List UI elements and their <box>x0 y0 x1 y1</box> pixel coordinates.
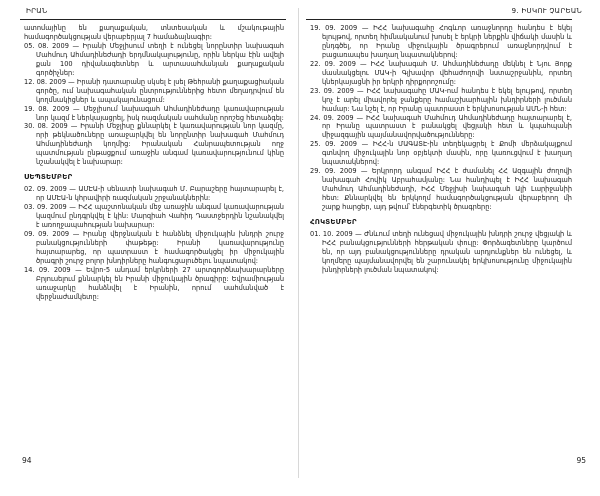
page-body <box>24 24 284 460</box>
running-header: 9. ԻՍԿՈՒ ՉԱՐԵԱՆ <box>511 7 582 15</box>
chronology-entry: 29. 09. 2009 — Երկրորդ անգամ ԻՀՀ է ժամանել ՀՀ Ազգային ժողովի նախագահ Հովիկ Աբրահամյանը: Նա հանդիպել է ԻՀՀ նախագահ Մահմուդ Ահմադինեժադի, ԻՀՀ Մեջլիսի նախագահ Ալի Լարիջանիի հետ: Քննարկվել են երկկողմ համագործակցության վերաբերող մի շարք հարցեր, այդ թվում՝ էներգետիկ ծրագրերը: <box>310 167 572 212</box>
intro-text: ատոմայինը են քաղաքական, տնտեսական և մշակութային համագործակցության վերաբերյալ 7 համաձայնագիր: <box>24 24 284 41</box>
section-heading: ՀՈԿՏԵՄԲԵՐ <box>310 218 357 227</box>
chronology-entry: 24. 09. 2009 — ԻՀՀ նախագահ Մահմուդ Ահմադինեժադը հայտարարել է, որ Իրանը պատրաստ է բանակցել վեցյակի հետ և կպահպանի միջազգային պայմանավորվածությունները: <box>310 113 572 140</box>
chronology-entry: 25. 09. 2009 — ԻՀՀ-ն ՄԱԳԱՏԷ-ին տեղեկացրել է Քոմի մերձակայքում գտնվող միջուկային նոր օբյեկտի մասին, որը կառուցվում է խաղաղ նպատակներով: <box>310 140 572 167</box>
running-header: ԻՐԱՆ <box>26 7 48 15</box>
chronology-entry: 22. 09. 2009 — ԻՀՀ նախագահ Մ. Ահմադինեժադը մեկնել է Նյու Յորք մասնակցելու ՄԱԿ-ի Գլխավոր վեհաժողովի նստաշրջանին, որտեղ կներկայացնի իր երկրի դիրքորոշումը: <box>310 59 572 86</box>
page-body <box>310 24 572 460</box>
left-page <box>0 0 294 496</box>
chronology-entry: 19. 08. 2009 — Մեջլիսում նախագահ Ահմադինեժադը կառավարության նոր կազմ է ներկայացրել, իսկ ռազմական սահմանը որոշեց հետաձգել: <box>24 104 284 122</box>
chronology-entry: 14. 09. 2009 — Եվրո-5 անդամ երկրների 27 արտգործնախարարները Բրյուսելում քննարկել են Իրանի միջուկային ծրագիրը: Եվրամիության առաջարկը հանձնվել է Իրանին, որում սահմանված է վերջնաժամկետը: <box>24 265 284 301</box>
chronology-entry: 12. 08. 2009 — Իրանի դատարանը սկսել է լսել Թեհրանի քաղաքացիական գործը, ում նախագահական ընտրություններից հետո մեղադրվում են կողմնակիցներ և ապակայունացում: <box>24 77 284 104</box>
page-number: 95 <box>576 456 586 465</box>
page-number: 94 <box>22 456 32 465</box>
chronology-entry: 05. 08. 2009 — Իրանի Մեջլիսում տեղի է ունեցել նորընտիր նախագահ Մահմուդ Ահմադինեժադի երդմնակալությունը, որին ներկա էին ավելի քան 100 դիվանագետներ և արտասահմանյան քաղաքական գործիչներ: <box>24 41 284 77</box>
chronology-entry: 19. 09. 2009 — ԻՀՀ նախագահը Հոգևոր առաջնորդը հանդես է եկել ելույթով, որտեղ հիմնականում խոսել է երկրի ներքին վիճակի մասին և ընդգծել, որ Իրանը միջուկային ծրագրերում առաջնորդվում է բացառապես խաղաղ նպատակներով: <box>310 24 572 59</box>
chronology-entry: 03. 09. 2009 — ԻՀՀ պաշտոնական մեջ առաջին անգամ կառավարության կազմում ընդգրկվել է կին: Մարզիահ Վահիդ Դաստջերդին նշանակվել է առողջապահության նախարար: <box>24 203 284 230</box>
chronology-entry: 09. 09. 2009 — Իրանը վերջնական է հանձնել միջուկային խնդրի շուրջ բանակցությունների փաթեթը: Իրանի կառավարությունը հայտարարեց, որ պատրաստ է համագործակցել իր միջուկային ծրագրի շուրջ բոլոր խնդիրները հանգուցալուծելու նպատակով: <box>24 229 284 265</box>
header-rule <box>20 19 286 20</box>
section-heading: ՍԵՊՏԵՄԲԵՐ <box>24 173 73 182</box>
right-page <box>300 0 594 496</box>
chronology-entry: 30. 08. 2009 — Իրանի Մեջլիսը քննարկել է կառավարության նոր կազմը, որի թեկնածուները առաջարկվել են նորընտիր նախագահ Մահմուդ Ահմադինեժադի կողմից: Իրանական Հանրապետության ողջ պատմության ընթացքում առաջին անգամ կառավարությունում կինը նշանակվել է նախարար: <box>24 122 284 167</box>
book-gutter <box>298 8 299 478</box>
chronology-entry: 01. 10. 2009 — Ժնևում տեղի ունեցավ միջուկային խնդրի շուրջ վեցյակի և ԻՀՀ բանակցությունների հերթական փուլը: Փորձագետները կարծում են, որ այդ բանակցությունները դրական արդյունքներ են ունեցել, և կողմերը պայմանավորվել են շարունակել երկխոսությունը միջուկային խնդիրների լուծման նպատակով: <box>310 229 572 274</box>
header-rule <box>306 19 572 20</box>
chronology-entry: 23. 09. 2009 — ԻՀՀ նախագահը ՄԱԿ-ում հանդես է եկել ելույթով, որտեղ կոչ է արել միավորել ջանքերը համաշխարհային խնդիրների լուծման համար: Նա նշել է, որ Իրանը պատրաստ է երկխոսության ԱՄՆ-ի հետ: <box>310 86 572 113</box>
chronology-entry: 02. 09. 2009 — ԱՄԷԱ-ի սենատի նախագահ Մ. Բարաշերը հայտարարել է, որ ԱՄԷԱ-ն կհրավիրի ռազմական շրջանակներին: <box>24 185 284 203</box>
